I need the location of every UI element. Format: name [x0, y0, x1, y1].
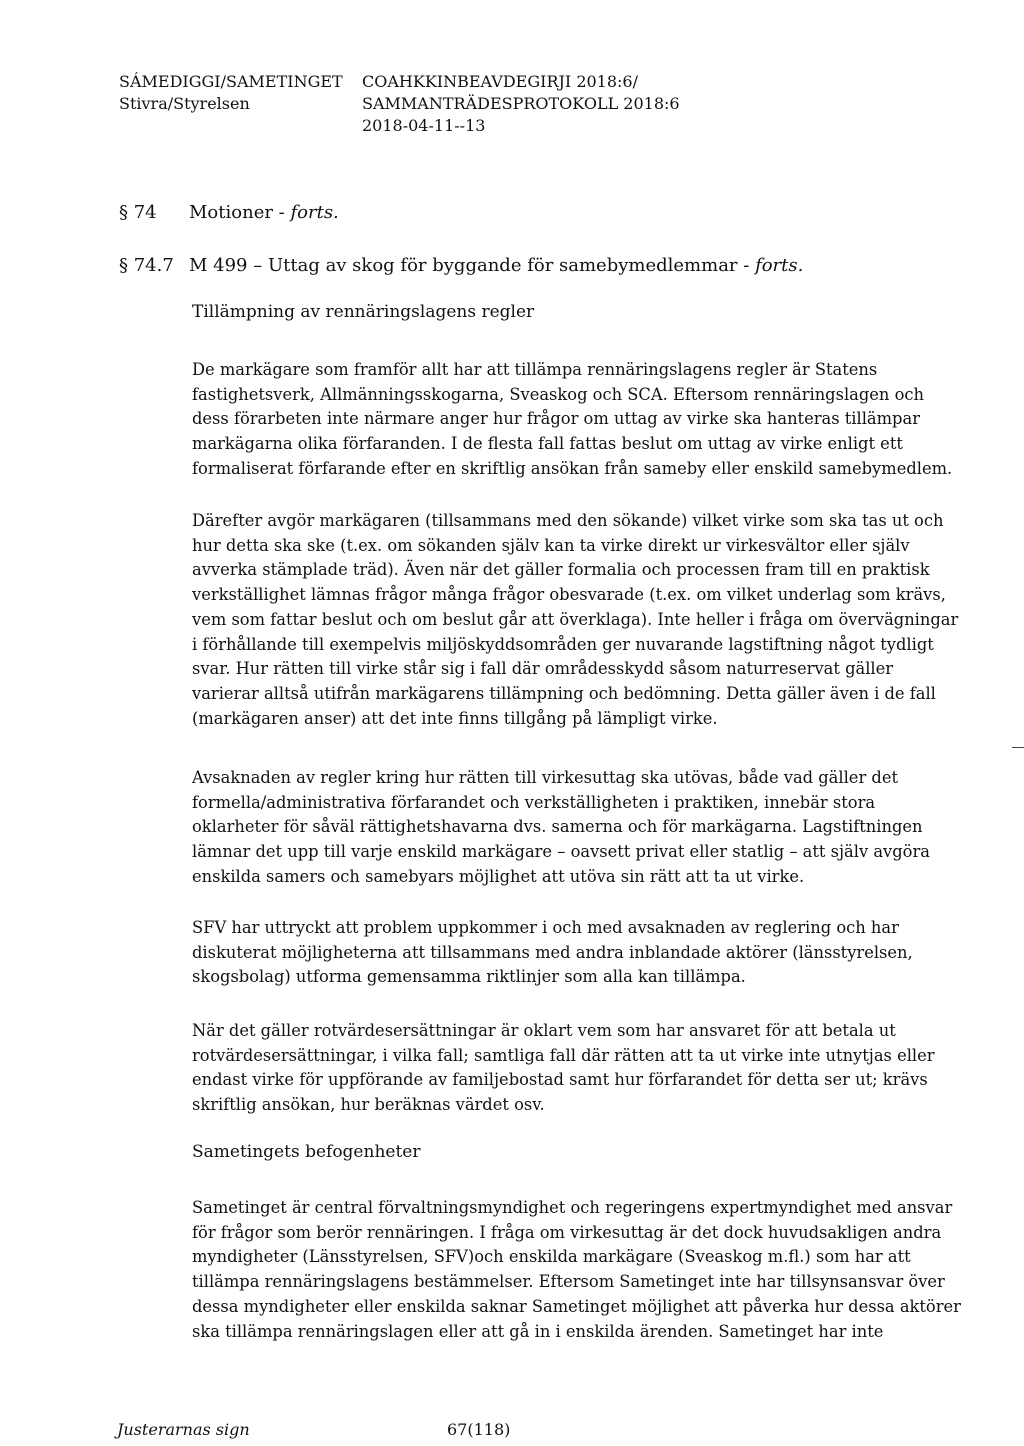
section-74-7 [119, 254, 803, 278]
paragraph: SFV har uttryckt att problem uppkommer i och med avsaknaden av reglering och har diskuterat möjligheterna att tillsammans med andra inblandade aktörer (länsstyrelsen, skogsbolag) utforma gemensamma riktlinjer som alla kan tillämpa. [192, 918, 913, 987]
paragraph: Avsaknaden av regler kring hur rätten till virkesuttag ska utövas, både vad gäller det formella/administrativa förfarandet och verkställigheten i praktiken, innebär stora oklarheter för såväl rättighetshavarna dvs. samerna och för markägarna. Lagstiftningen lämnar det upp till varje enskild markägare – oavsett privat eller statlig – att själv avgöra enskilda samers och samebyars möjlighet att utöva sin rätt att ta ut virke. [192, 768, 930, 886]
paragraph: Sametinget är central förvaltningsmyndighet och regeringens expertmyndighet med ansvar för frågor som berör rennäringen. I fråga om virkesuttag är det dock huvudsakligen andra myndigheter (Länsstyrelsen, SFV)och enskilda markägare (Sveaskog m.fl.) som har att tillämpa rennäringslagens bestämmelser. Eftersom Sametinget inte har tillsynsansvar över dessa myndigheter eller enskilda saknar Sametinget möjlighet att påverka hur dessa aktörer ska tillämpa rennäringslagen eller att gå in i enskilda ärenden. Sametinget har inte [192, 1198, 961, 1341]
subheading-befogenheter: Sametingets befogenheter [192, 1142, 421, 1162]
subheading-rennaringslagen: Tillämpning av rennäringslagens regler [192, 302, 535, 322]
paragraph: De markägare som framför allt har att tillämpa rennäringslagens regler är Statens fastighetsverk, Allmänningsskogarna, Sveaskog och SCA. Eftersom rennäringslagen och dess förarbeten inte närmare anger hur frågor om uttag av virke ska hanteras tillämpar markägarna olika förfaranden. I de flesta fall fattas beslut om uttag av virke enligt ett formaliserat förfarande efter en skriftlig ansökan från sameby eller enskild samebymedlem. [192, 360, 953, 478]
paragraph: Därefter avgör markägaren (tillsammans med den sökande) vilket virke som ska tas ut och hur detta ska ske (t.ex. om sökanden själv kan ta virke direkt ur virkesvältor eller själv avverka stämplade träd). Även när det gäller formalia och processen fram till en praktisk verkställighet lämnas frågor många frågor obesvarade (t.ex. om vilket underlag som krävs, vem som fattar beslut och om beslut går att överklaga). Inte heller i fråga om övervägningar i förhållande till exempelvis miljöskyddsområden ger nuvarande lagstiftning något tydligt svar. Hur rätten till virke står sig i fall där områdesskydd såsom naturreservat gäller varierar alltså utifrån markägarens tillämpning och bedömning. Detta gäller även i de fall (markägaren anser) att det inte finns tillgång på lämpligt virke. [192, 511, 959, 728]
header-protocol: SAMMANTRÄDESPROTOKOLL 2018:6 [362, 94, 680, 113]
margin-mark [1012, 747, 1024, 748]
page-number: 67(118) [447, 1420, 511, 1439]
paragraph: När det gäller rotvärdesersättningar är oklart vem som har ansvaret för att betala ut rotvärdesersättningar, i vilka fall; samtliga fall där rätten att ta ut virke inte utnytjas eller endast virke för uppförande av familjebostad samt hur förfarandet för detta ser ut; krävs skriftlig ansökan, hur beräknas värdet osv. [192, 1021, 935, 1115]
section-number: § 74.7 [119, 255, 174, 276]
header-date: 2018-04-11--13 [362, 116, 486, 135]
header-unit: Stivra/Styrelsen [119, 94, 250, 113]
section-title: M 499 – Uttag av skog för byggande för samebymedlemmar - [189, 255, 756, 276]
header-doc-id: COAHKKINBEAVDEGIRJI 2018:6/ [362, 72, 638, 91]
header-org: SÁMEDIGGI/SAMETINGET [119, 72, 343, 91]
header-left [119, 71, 343, 115]
section-number: § 74 [119, 202, 157, 223]
footer-sign-label: Justerarnas sign [117, 1420, 250, 1439]
section-74 [119, 201, 339, 225]
section-title: Motioner - [189, 202, 291, 223]
section-title-suffix: forts. [290, 202, 339, 223]
section-title-suffix: forts. [755, 255, 804, 276]
header-right [362, 71, 680, 137]
